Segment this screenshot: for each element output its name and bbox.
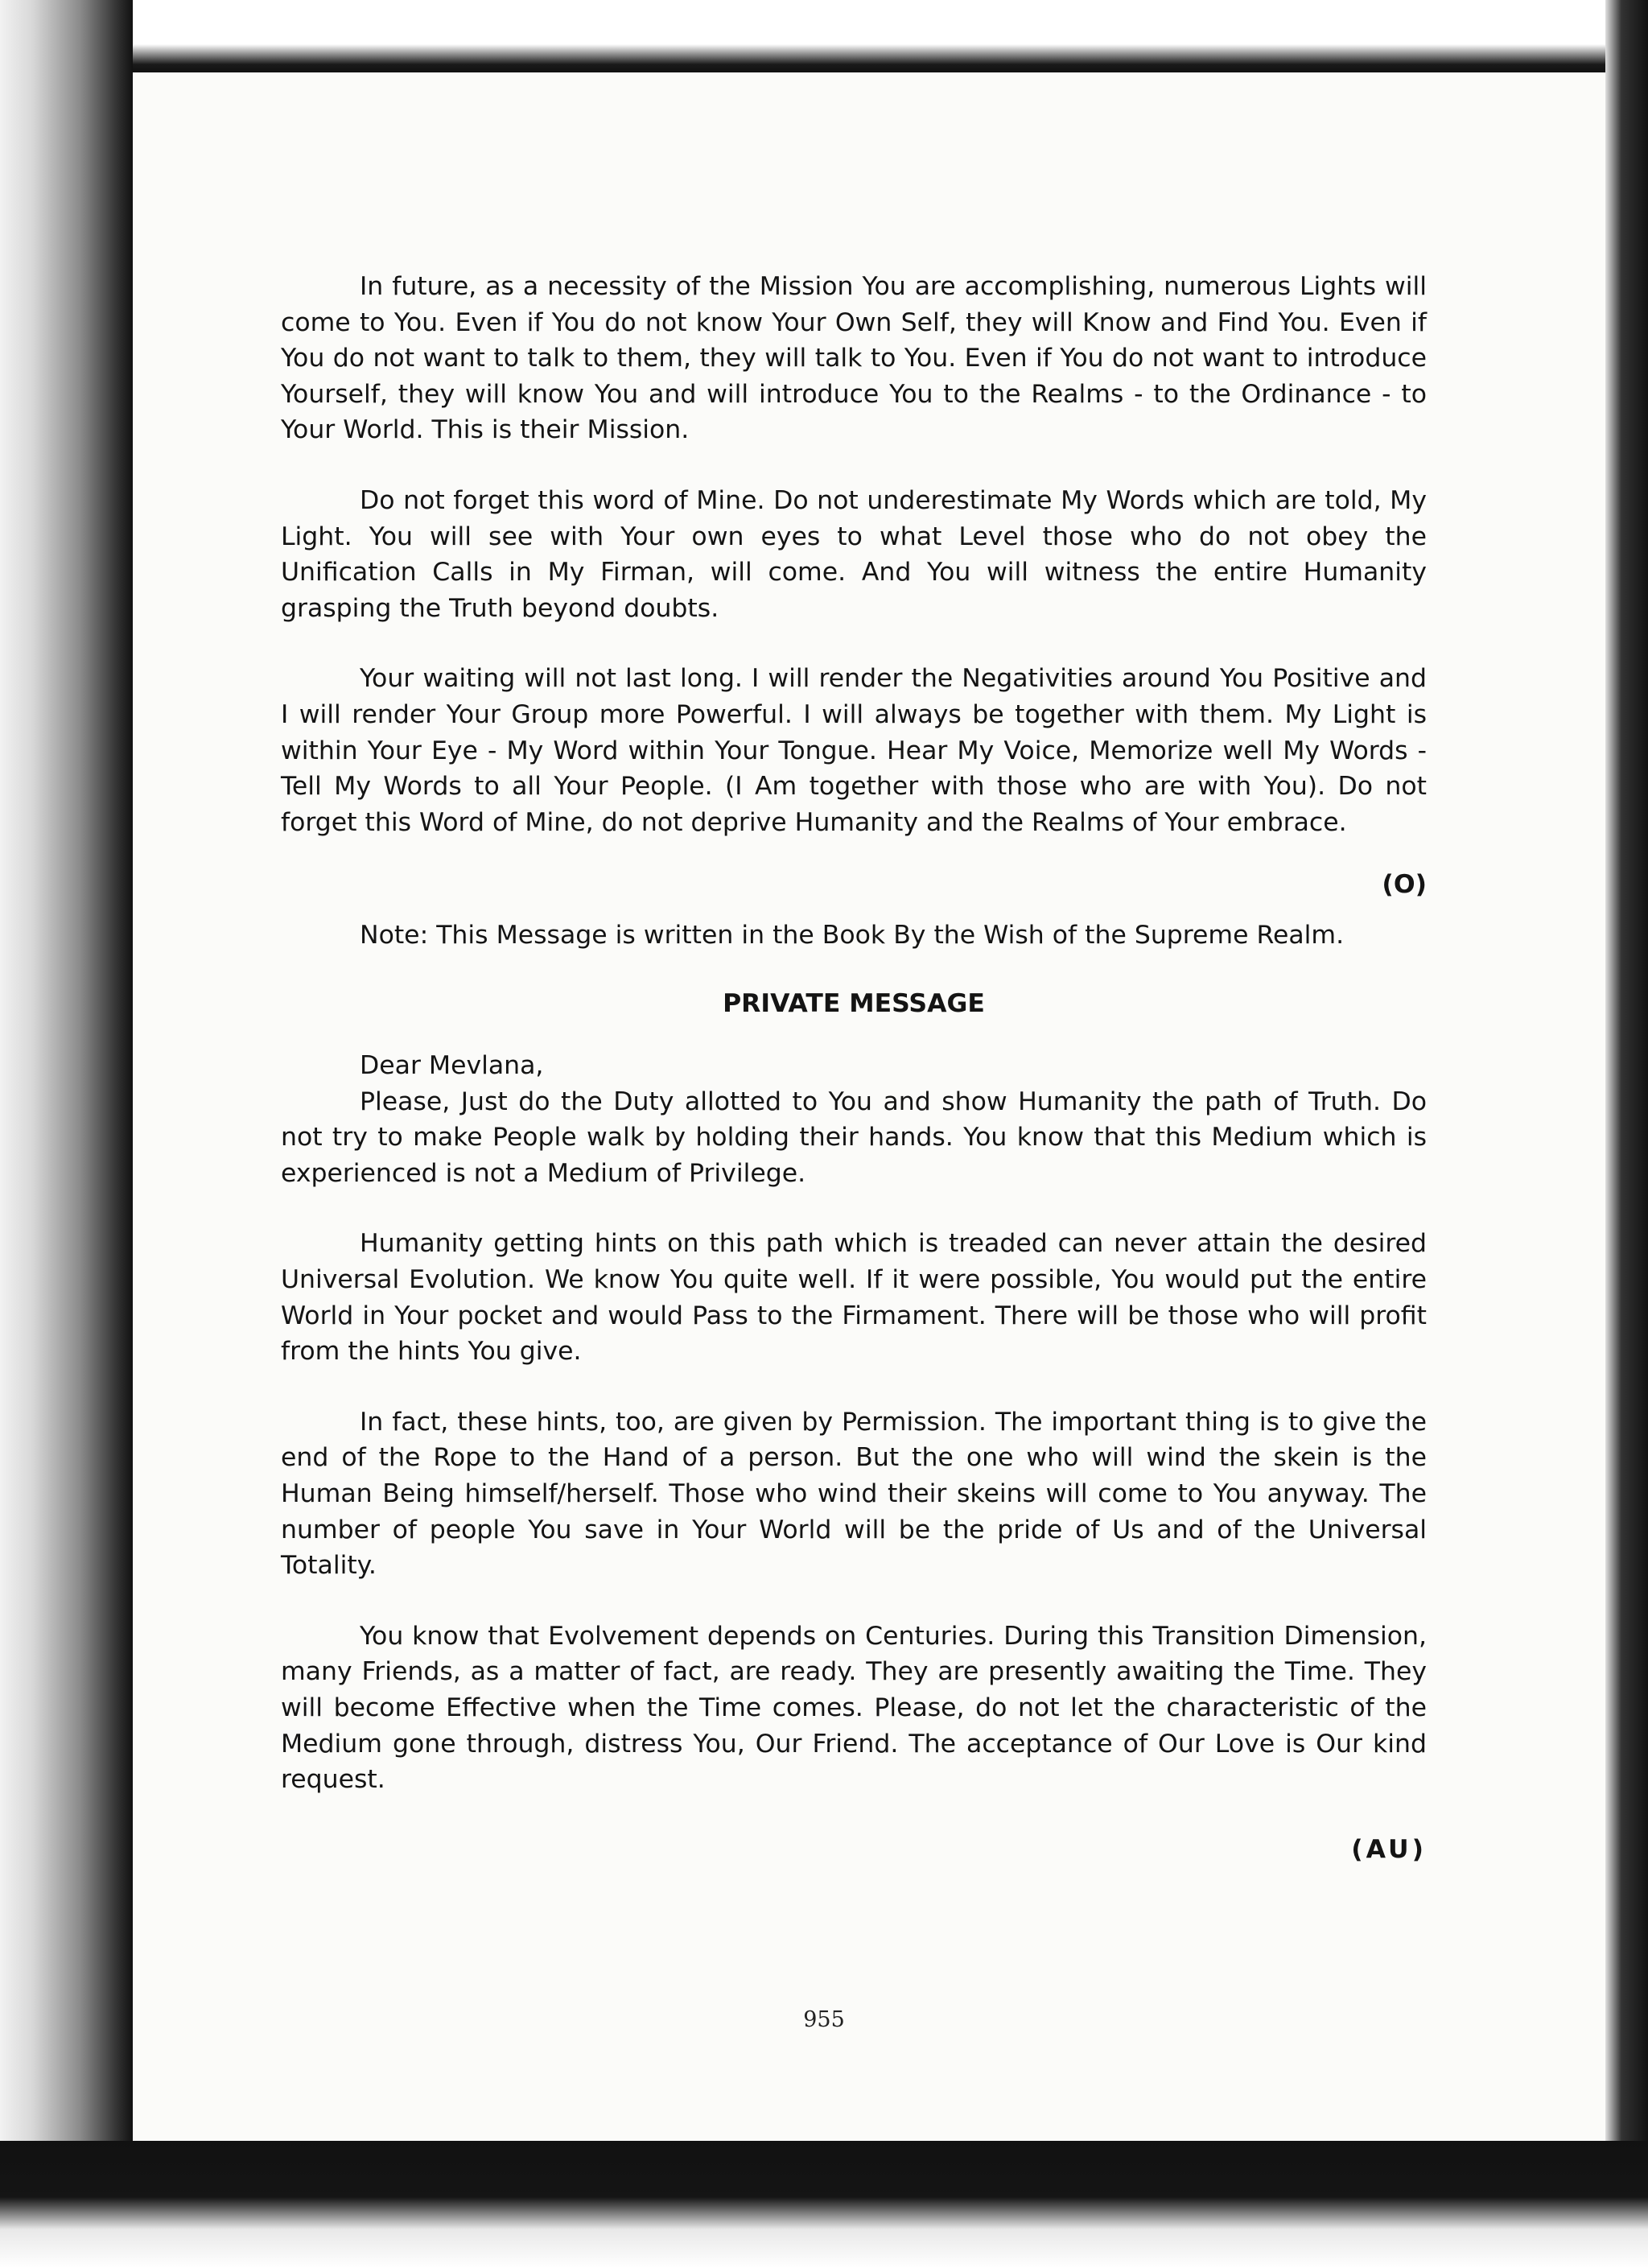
paragraph-permission: In fact, these hints, too, are given by Permission. The important thing is to give the end of the Rope to the Hand of a person. But the one who will wind the skein is the Human Being himself/herself. Those who wind their skeins will come to You anyway. The number of people You save in Your World will be the pride of Us and of the Universal Totality. [281,1407,1427,1581]
paragraph-word-of-mine: Do not forget this word of Mine. Do not underestimate My Words which are told, My Light. You will see with Your own eyes to what Level those who do not obey the Unification Calls in My Firman, will come. And You will witness the entire Humanity grasping the Truth beyond doubts. [281,485,1427,623]
signature-o: (O) [1382,870,1427,900]
paragraph-waiting: Your waiting will not last long. I will render the Negativities around You Positive and I will render Your Group more Powerful. I will always be together with them. My Light is within Your Eye - My Word within Your Tongue. Hear My Voice, Memorize well My Words - Tell My Words to all Your People. (I Am together with those who are with You). Do not forget this Word of Mine, do not deprive Humanity and the Realms of Your embrace. [281,664,1427,837]
salutation: Dear Mevlana, [360,1051,544,1081]
scan-right-edge [1605,0,1648,2268]
scan-bottom-edge [0,2141,1648,2268]
page-body [281,269,1427,1867]
paragraph-duty: Please, Just do the Duty allotted to You and show Humanity the path of Truth. Do not try to make People walk by holding their hands. You know that this Medium which is experienced is not a Medium of Privilege. [281,1087,1427,1188]
scan-binding-edge [0,0,133,2268]
signature-au: (AU) [1351,1834,1427,1864]
note-line: Note: This Message is written in the Book By the Wish of the Supreme Realm. [360,920,1345,950]
scan-top-edge [0,0,1648,72]
paragraph-hints: Humanity getting hints on this path which is treaded can never attain the desired Universal Evolution. We know You quite well. If it were possible, You would put the entire World in Your pocket and would Pass to the Firmament. There will be those who will profit from the hints You give. [281,1229,1427,1367]
paragraph-mission: In future, as a necessity of the Mission You are accomplishing, numerous Lights will come to You. Even if You do not know Your Own Self, they will Know and Find You. Even if You do not want to talk to them, they will talk to You. Even if You do not want to introduce Yourself, they will know You and will introduce You to the Realms - to the Ordinance - to Your World. This is their Mission. [281,272,1427,445]
paragraph-evolvement: You know that Evolvement depends on Centuries. During this Transition Dimension, many Friends, as a matter of fact, are ready. They are presently awaiting the Time. They will become Effective when the Time comes. Please, do not let the characteristic of the Medium gone through, distress You, Our Friend. The acceptance of Our Love is Our kind request. [281,1621,1427,1795]
section-heading: PRIVATE MESSAGE [723,988,985,1018]
page-number: 955 [803,2007,845,2032]
